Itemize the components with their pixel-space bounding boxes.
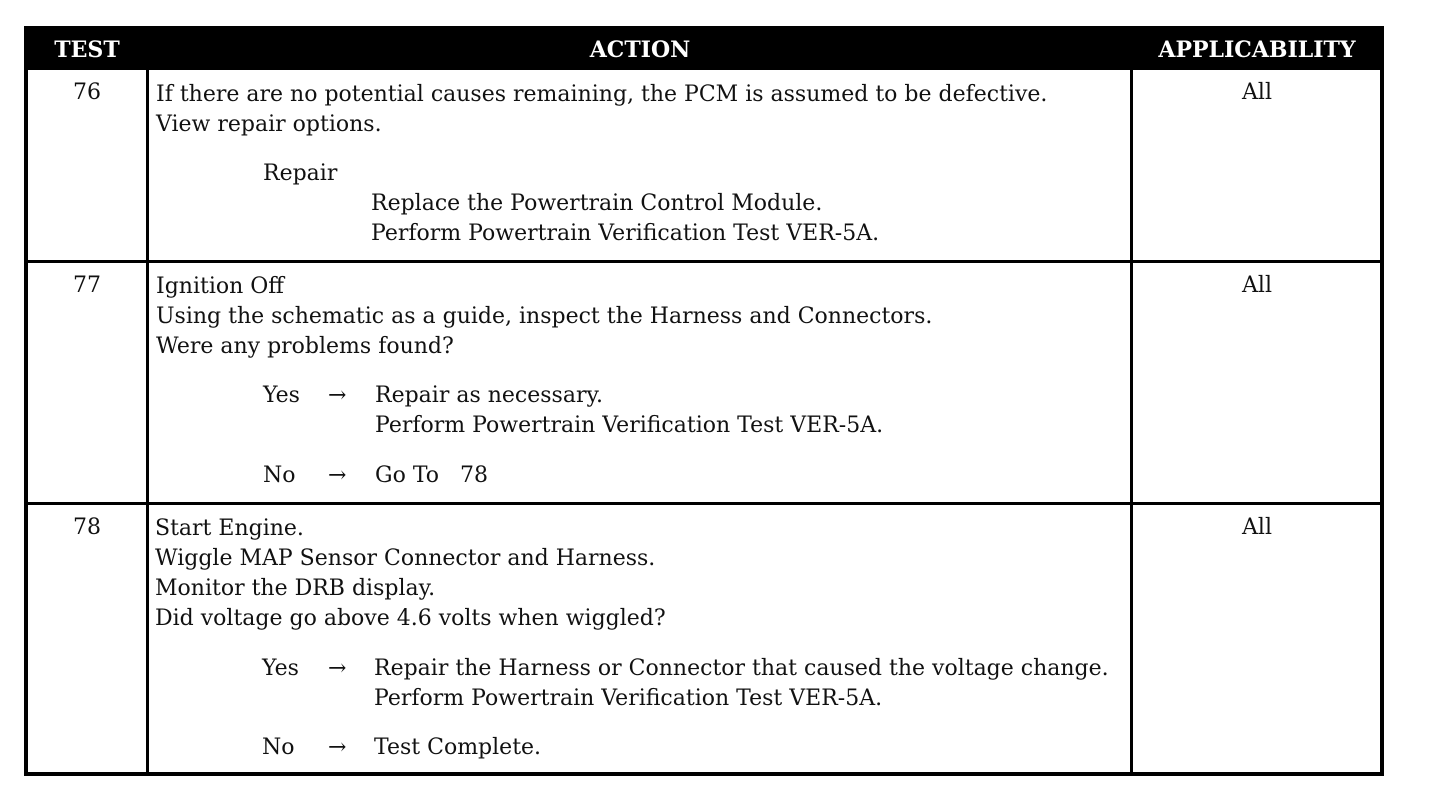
- yes-line: Repair the Harness or Connector that caused the voltage change.: [374, 656, 1109, 681]
- right-arrow-icon: →: [328, 383, 347, 408]
- right-arrow-icon: →: [328, 735, 347, 760]
- action-line: Did voltage go above 4.6 volts when wiggled?: [155, 606, 666, 631]
- action-line: View repair options.: [156, 112, 382, 137]
- diagnostic-table: [24, 26, 1384, 776]
- action-line: Were any problems found?: [156, 334, 454, 359]
- yes-label: Yes: [263, 383, 300, 408]
- no-label: No: [262, 735, 295, 760]
- repair-line: Replace the Powertrain Control Module.: [371, 191, 823, 216]
- table-header: [28, 30, 1380, 70]
- applicability-value: All: [1242, 273, 1272, 298]
- header-applicability: APPLICABILITY: [1158, 37, 1356, 63]
- right-arrow-icon: →: [328, 656, 347, 681]
- test-number: 77: [73, 273, 101, 298]
- yes-line: Repair as necessary.: [375, 383, 603, 408]
- applicability-value: All: [1242, 80, 1272, 105]
- right-arrow-icon: →: [328, 463, 347, 488]
- action-line: Monitor the DRB display.: [155, 576, 436, 601]
- table-row-76: [28, 70, 1380, 260]
- action-line: Start Engine.: [155, 516, 304, 541]
- header-action: ACTION: [589, 37, 691, 63]
- test-number: 76: [73, 80, 101, 105]
- test-number: 78: [73, 515, 101, 540]
- action-line: Ignition Off: [156, 274, 284, 299]
- action-line: If there are no potential causes remaining, the PCM is assumed to be defective.: [156, 82, 1048, 107]
- no-label: No: [263, 463, 296, 488]
- table-row-77: [28, 260, 1380, 502]
- yes-line: Perform Powertrain Verification Test VER-5A.: [374, 686, 883, 711]
- repair-line: Perform Powertrain Verification Test VER-5A.: [371, 221, 880, 246]
- table-row-78: [28, 502, 1380, 772]
- action-line: Wiggle MAP Sensor Connector and Harness.: [155, 546, 656, 571]
- repair-label: Repair: [263, 161, 338, 186]
- no-line: Go To 78: [375, 463, 488, 488]
- no-line: Test Complete.: [374, 735, 542, 760]
- action-line: Using the schematic as a guide, inspect the Harness and Connectors.: [156, 304, 933, 329]
- applicability-value: All: [1242, 515, 1272, 540]
- header-test: TEST: [54, 37, 120, 63]
- yes-label: Yes: [262, 656, 299, 681]
- yes-line: Perform Powertrain Verification Test VER-5A.: [375, 413, 884, 438]
